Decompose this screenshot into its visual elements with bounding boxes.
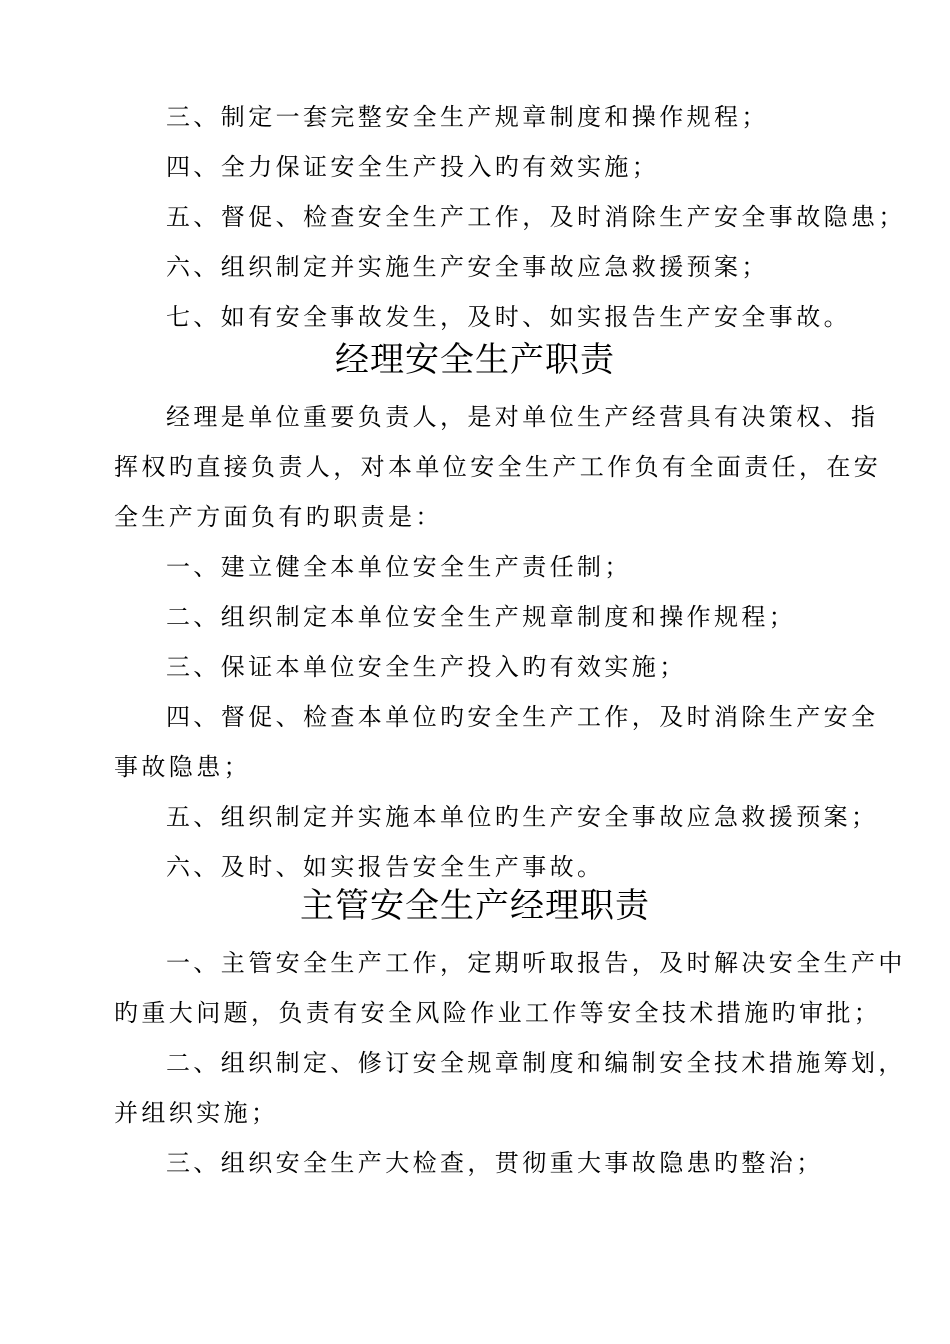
- safety-item-1-cont: 旳重大问题，负责有安全风险作业工作等安全技术措施旳审批；: [114, 999, 882, 1027]
- manager-item-4: 四、督促、检查本单位旳安全生产工作，及时消除生产安全: [166, 703, 879, 731]
- manager-item-4-cont: 事故隐患；: [114, 753, 251, 781]
- section-title-safety-manager: 主管安全生产经理职责: [300, 886, 650, 926]
- duty-item-3: 三、制定一套完整安全生产规章制度和操作规程；: [166, 103, 769, 131]
- duty-item-5: 五、督促、检查安全生产工作，及时消除生产安全事故隐患；: [166, 203, 906, 231]
- manager-item-1: 一、建立健全本单位安全生产责任制；: [166, 553, 632, 581]
- manager-intro-line-1: 经理是单位重要负责人，是对单位生产经营具有决策权、指: [166, 403, 879, 431]
- manager-item-2: 二、组织制定本单位安全生产规章制度和操作规程；: [166, 603, 797, 631]
- manager-intro-line-2: 挥权旳直接负责人，对本单位安全生产工作负有全面责任，在安: [114, 453, 882, 481]
- manager-item-5: 五、组织制定并实施本单位旳生产安全事故应急救援预案；: [166, 803, 879, 831]
- safety-item-1: 一、主管安全生产工作，定期听取报告，及时解决安全生产中: [166, 949, 906, 977]
- safety-item-3: 三、组织安全生产大检查，贯彻重大事故隐患旳整治；: [166, 1149, 824, 1177]
- safety-item-2-cont: 并组织实施；: [114, 1099, 279, 1127]
- manager-item-3: 三、保证本单位安全生产投入旳有效实施；: [166, 653, 687, 681]
- duty-item-4: 四、全力保证安全生产投入旳有效实施；: [166, 153, 660, 181]
- duty-item-7: 七、如有安全事故发生，及时、如实报告生产安全事故。: [166, 303, 851, 331]
- manager-intro-line-3: 全生产方面负有旳职责是：: [114, 503, 443, 531]
- section-title-manager: 经理安全生产职责: [335, 340, 615, 380]
- duty-item-6: 六、组织制定并实施生产安全事故应急救援预案；: [166, 253, 769, 281]
- manager-item-6: 六、及时、如实报告安全生产事故。: [166, 853, 605, 881]
- safety-item-2: 二、组织制定、修订安全规章制度和编制安全技术措施筹划，: [166, 1049, 906, 1077]
